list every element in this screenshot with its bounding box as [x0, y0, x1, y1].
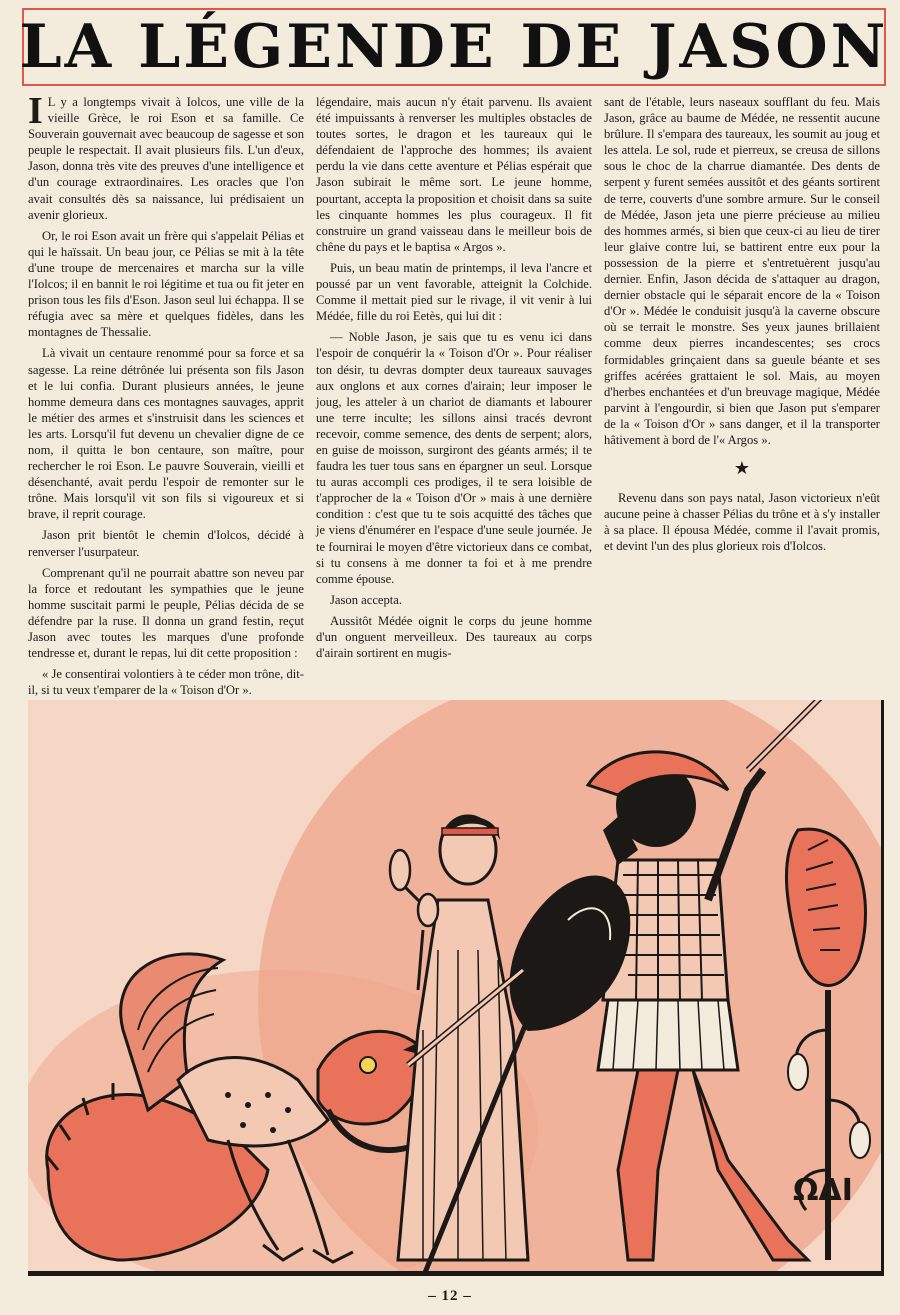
illustration — [28, 700, 884, 1276]
paragraph: Revenu dans son pays natal, Jason victorieux n'eût aucune peine à chasser Pélias du trône et à s'y installer à sa place. Il épousa Médée, comme il l'avait promis, et devint l'un des plus glorieux rois d'Iolcos. — [604, 491, 880, 554]
paragraph: Puis, un beau matin de printemps, il leva l'ancre et poussé par un vent favorable, atteignit la Colchide. Comme il mettait pied sur le rivage, il vit venir à lui Médée, fille du roi Eetès, qui lui dit : — [316, 260, 592, 324]
page-title: LA LÉGENDE DE JASON — [19, 12, 889, 82]
title-box — [19, 8, 889, 86]
paragraph: I L y a longtemps vivait à Iolcos, une ville de la vieille Grèce, le roi Eson et sa famille. Ce Souverain gouvernait avec beaucoup de sagesse et son peuple le respectait. Il avait plusieurs fils. L'un d'eux, Jason, donna très vite des preuves d'une intelligence et d'un courage extraordinaires. Les oracles que l'on avait consultés dès sa naissance, lui prédisaient un avenir glorieux. — [28, 90, 304, 222]
star-separator: ★ — [733, 458, 751, 479]
paragraph: Aussitôt Médée oignit le corps du jeune homme d'un onguent merveilleux. Des taureaux au corps d'airain sortirent en mugis- — [316, 613, 592, 661]
paragraph: Jason accepta. — [330, 592, 403, 607]
text-column-2 — [316, 94, 592, 666]
paragraph: sant de l'étable, leurs naseaux soufflant du feu. Mais Jason, grâce au baume de Médée, ne ressentit aucune brûlure. Il s'empara des taureaux, les soumit au joug et les attela. Le sol, rude et pierreux, se creusa de sillons sous le choc de la charrue diamantée. Des dents de serpent y furent semées aussitôt et des géants sortirent de terre, couverts d'une sombre armure. Sur le conseil de Médée, Jason jeta une pierre précieuse au milieu des hommes armés, si bien que ceux-ci au lieu de tirer leur glaive contre lui, se battirent entre eux pour la possession de la pierre et s'entretuèrent jusqu'au dernier. Enfin, Jason décida de s'attaquer au dragon, dernier obstacle qui le séparait encore de la « Toison d'Or ». Médée le conduisit jusqu'à la caverne obscure où se terrait le monstre. Ses yeux jaunes brillaient comme deux pierres incandescentes; ses crocs formidables grinçaient dans sa gueule béante et ses griffes acérées grattaient le sol. Mais, au moyen d'herbes enchantées et d'un breuvage magique, Médée parvint à l'engourdir, si bien que Jason put s'emparer de la « Toison d'Or » sans danger, et il la transporter hâtivement à bord de l'« Argos ». — [604, 95, 880, 447]
paragraph: « Je consentirai volontiers à te céder mon trône, dit-il, si tu veux t'emparer de la « Toison d'Or ». — [28, 667, 304, 698]
paragraph: Là vivait un centaure renommé pour sa force et sa sagesse. La reine détrônée lui présenta son fils Jason et le lui confia. Durant plusieurs années, le jeune homme demeura dans ces montagnes sauvages, apprit le métier des armes et s'instruisit dans les sciences et les arts. Lorsqu'il fut devenu un chevalier digne de ce nom, il quitta le bon centaure, son maître, pour rechercher le roi Eson. Le pauvre Souverain, vieilli et désenchanté, avait perdu l'espoir de remonter sur le trône. Mais lorsqu'il vit son fils si vigoureux et si brave, il reprit courage. — [28, 346, 304, 522]
page-number: – 12 – — [428, 1288, 472, 1304]
jason-medea-dragon-illustration — [28, 700, 884, 1276]
drop-cap: I — [28, 90, 43, 132]
artist-signature: ΩΔΙ — [793, 1173, 853, 1208]
paragraph: Comprenant qu'il ne pourrait abattre son neveu par la force et redoutant les sympathies que le jeune homme suscitait parmi le peuple, Pélias décida de se défendre par la ruse. Il donna un grand festin, reçut Jason avec toutes les marques d'une profonde tendresse et, durant le repas, lui dit cette proposition : — [28, 565, 304, 661]
paragraph: légendaire, mais aucun n'y était parvenu. Ils avaient été impuissants à renverser les multiples obstacles de toutes sortes, le dragon et les taureaux qui le défendaient de l'approche des hommes; ils avaient perdu la vie dans cette aventure et Pélias espérait que Jason subirait le même sort. Le jeune homme, pourtant, accepta la proposition et choisit dans sa suite les cinquante hommes les plus courageux. Il fit construire un grand vaisseau dans le meilleur bois de chêne du pays et le baptisa « Argos ». — [316, 95, 592, 254]
paragraph: Jason prit bientôt le chemin d'Iolcos, décidé à renverser l'usurpateur. — [28, 528, 304, 559]
text-column-3 — [604, 94, 880, 560]
paragraph: Or, le roi Eson avait un frère qui s'appelait Pélias et qui le haïssait. Un beau jour, ce Pélias se mit à la tête d'une troupe de mercenaires et marcha sur la ville l'Iolcos; il en bannit le roi légitime et tua ou fit jeter en prison tous les fils d'Eson. Jason seul lui échappa. Il se réfugia avec sa mère et quelques fidèles, dans les montagnes de Thessalie. — [28, 228, 304, 340]
text-column-1 — [28, 90, 304, 773]
paragraph: — Noble Jason, je sais que tu es venu ici dans l'espoir de conquérir la « Toison d'Or ». Pour réaliser ton désir, tu devras dompter deux taureaux sauvages aux onglons et aux cornes d'airain; leur imposer le joug, les atteler à un chariot de diamants et labourer une terre inculte; les sillons ainsi tracés devront recevoir, comme semence, des dents de serpent; alors, en guise de moisson, surgiront des géants armés; il te faudra les tuer tous sans en épargner un seul. Lorsque tu auras accompli ces prodiges, il te sera loisible de t'approcher de la « Toison d'Or » mais à une dernière condition : c'est que tu te sois acquitté des tâches que je viens d'énumérer en l'espace d'une seule journée. Je te fournirai le moyen d'être victorieux dans ce combat, si tu consens à me donner ta foi et à me prendre comme épouse. — [316, 330, 592, 586]
